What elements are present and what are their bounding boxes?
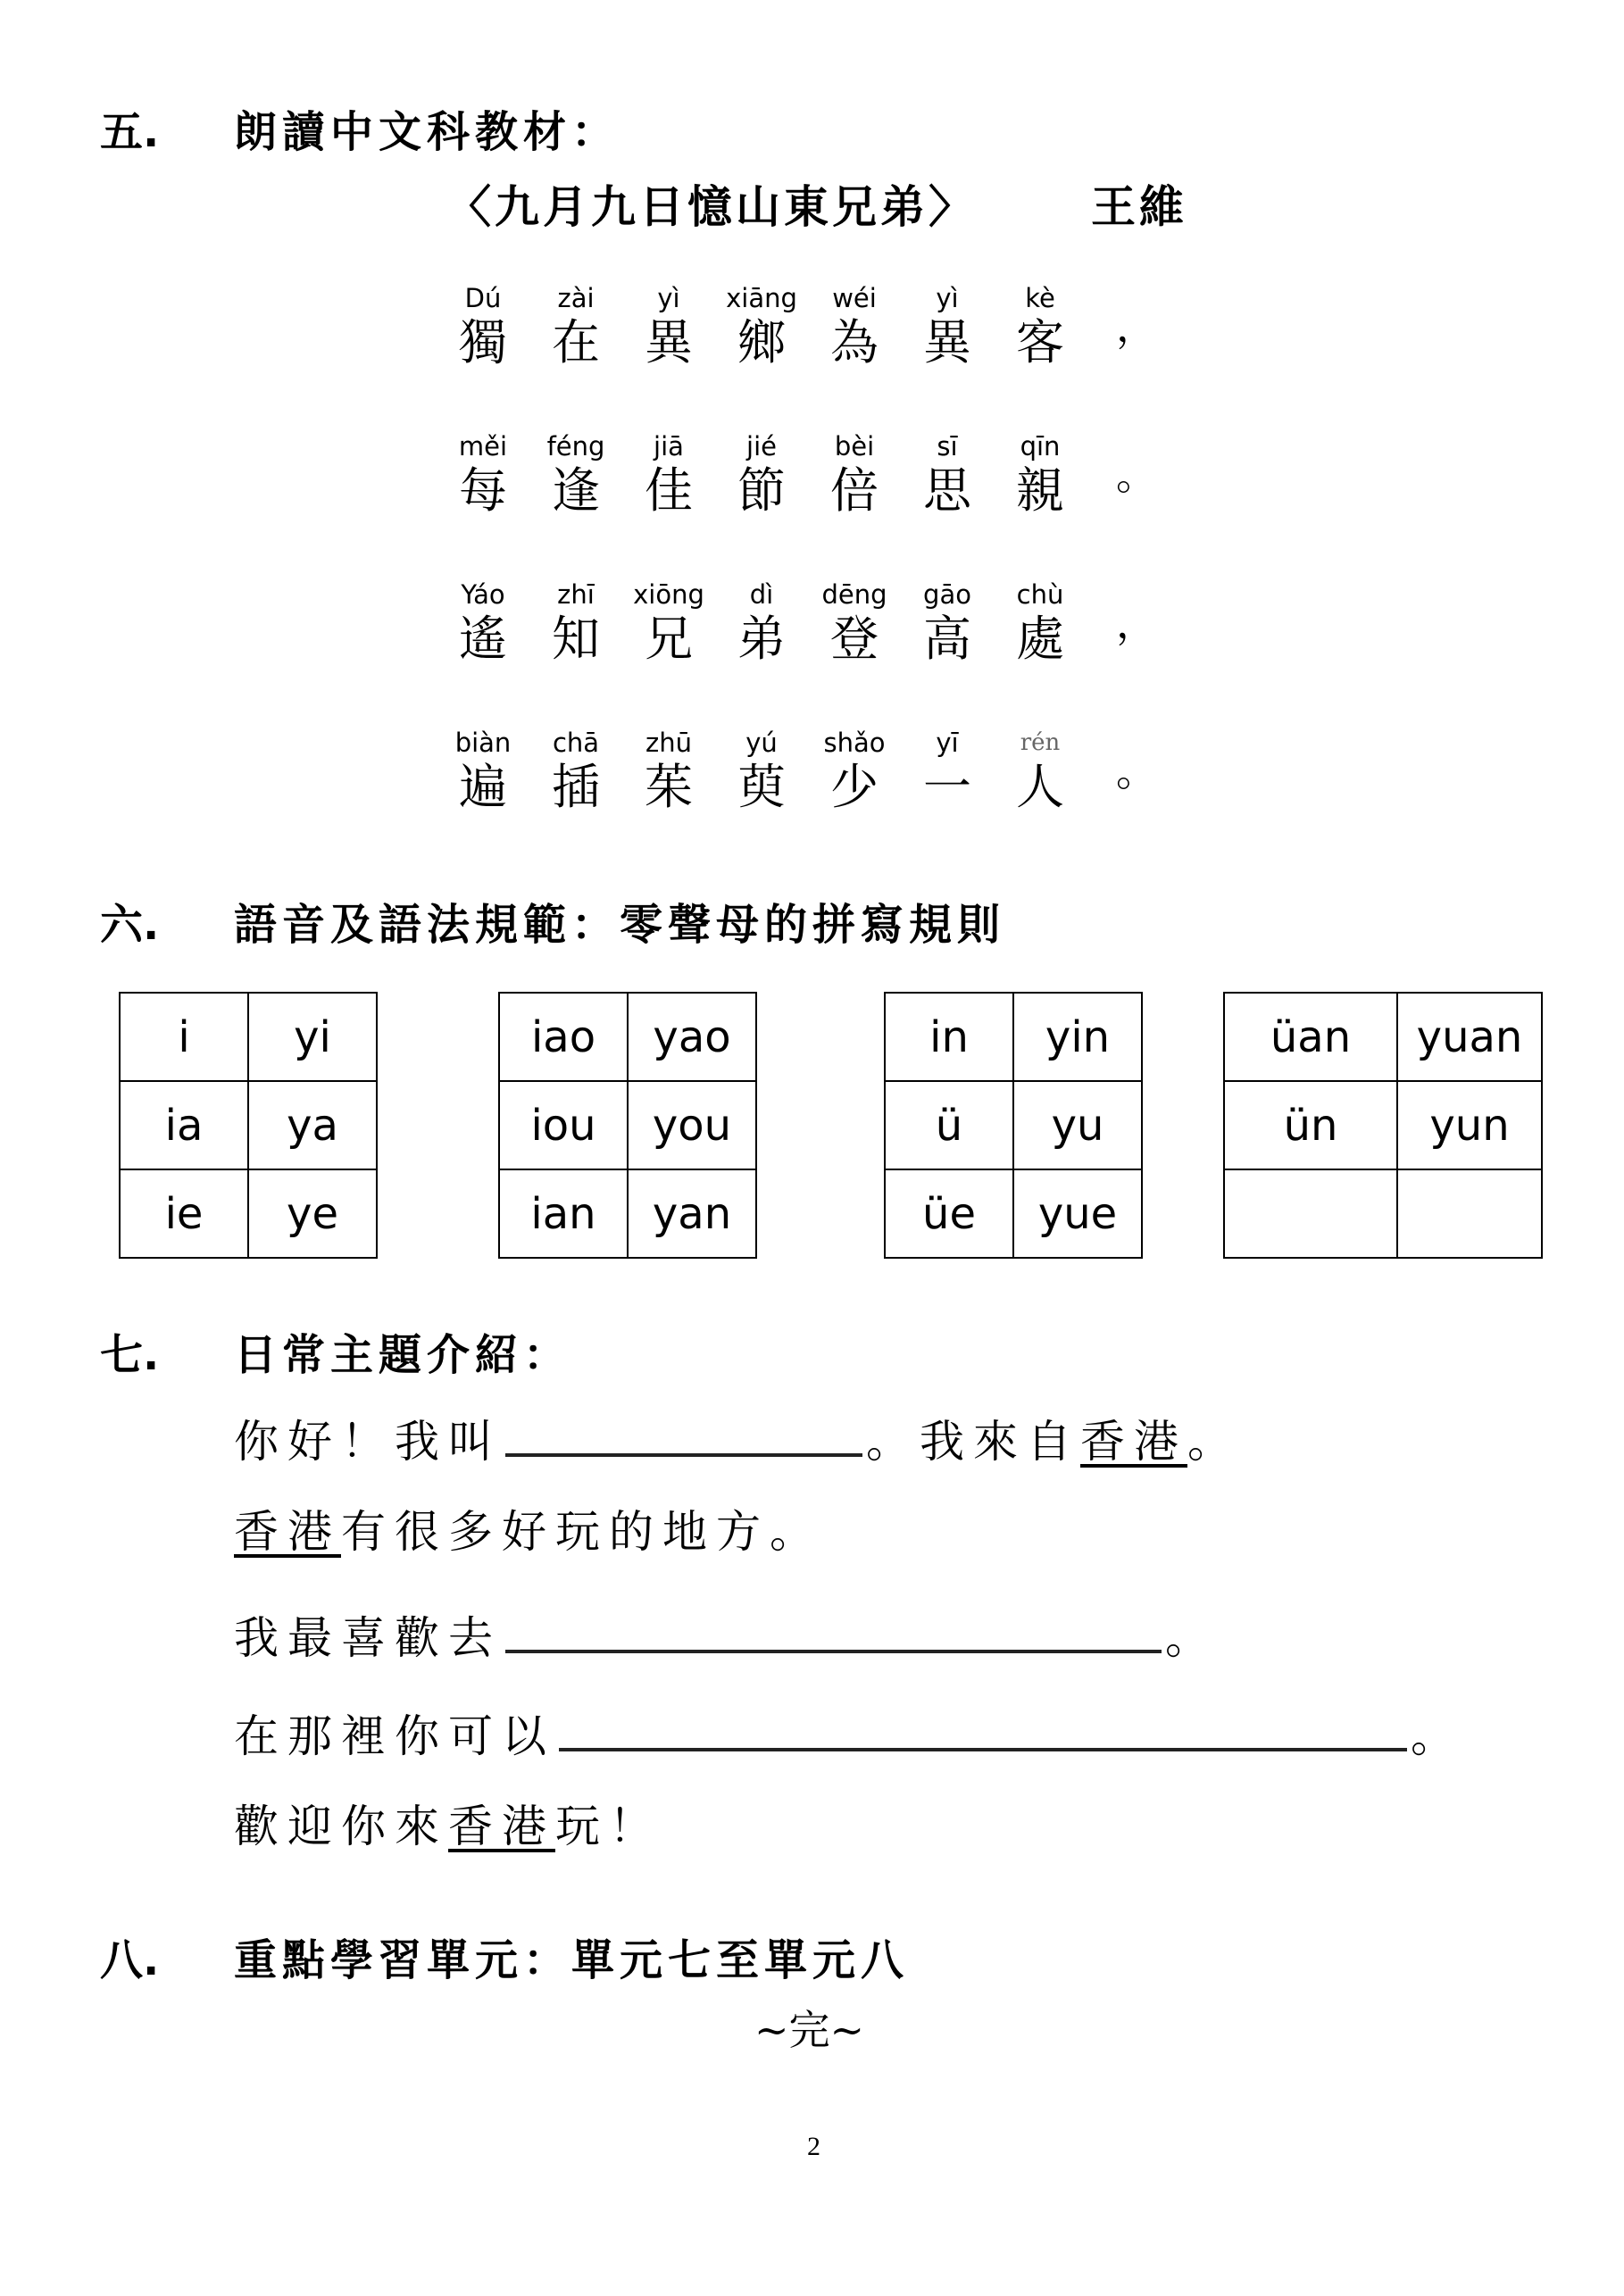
final-cell: iao [499, 993, 628, 1081]
poem-character: 高 [923, 611, 971, 667]
pinyin: xiōng [633, 579, 704, 610]
intro-line-3 [234, 1601, 1219, 1667]
table-row [499, 1169, 756, 1258]
pinyin: Dú [464, 283, 502, 313]
sentence-text: 。我來自 [866, 1416, 1080, 1468]
final-cell: üan [1224, 993, 1397, 1081]
section-title: 朗讀中文科教材： [234, 107, 620, 157]
table-row [499, 1081, 756, 1169]
section-number: 五. [100, 107, 160, 157]
poem-character: 遍 [459, 759, 507, 815]
pinyin: bèi [834, 431, 875, 462]
final-cell [1224, 1169, 1397, 1258]
poem-character: 異 [923, 314, 971, 370]
section-title: 重點學習單元：單元七至單元八 [234, 1935, 910, 1985]
spelling-cell: yuan [1397, 993, 1542, 1081]
pinyin: Yáo [461, 579, 505, 610]
pinyin: shǎo [823, 728, 886, 758]
place-underlined: 香港 [448, 1801, 555, 1852]
table-row [499, 993, 756, 1081]
page-number: 2 [807, 2132, 820, 2161]
spelling-cell: yin [1013, 993, 1142, 1081]
activity-blank[interactable] [559, 1700, 1407, 1751]
section-title: 語音及語法規範：零聲母的拼寫規則 [234, 900, 1006, 950]
pinyin: jiā [654, 431, 684, 462]
pinyin: zài [557, 283, 595, 313]
spelling-cell: yan [628, 1169, 756, 1258]
name-blank[interactable] [505, 1405, 862, 1457]
poem-character: 兄 [645, 611, 693, 667]
poem-character: 插 [552, 759, 600, 815]
poem-character: 客 [1016, 314, 1064, 370]
section-8-heading [100, 1934, 909, 1987]
zero-initial-table [498, 992, 757, 1259]
pinyin: féng [546, 431, 605, 462]
sentence-text: 。 [1187, 1416, 1241, 1468]
final-cell: in [885, 993, 1013, 1081]
poem-character: 每 [459, 462, 507, 519]
pinyin: kè [1025, 283, 1055, 313]
poem-character: 茱 [645, 759, 693, 815]
poem-character: 處 [1016, 611, 1064, 667]
pinyin: zhī [557, 579, 595, 610]
poem-character: 思 [923, 462, 971, 519]
table-row [120, 1169, 377, 1258]
sentence-text: 我最喜歡去 [234, 1612, 502, 1664]
sentence-text: 。 [1411, 1710, 1464, 1762]
poem-character: 人 [1016, 759, 1064, 815]
table-row [1224, 993, 1542, 1081]
poem-character: 弟 [737, 611, 786, 667]
poem-character: 萸 [737, 759, 786, 815]
pinyin: biàn [454, 728, 512, 758]
table-row [120, 1081, 377, 1169]
sentence-text: 。 [1165, 1612, 1219, 1664]
pinyin: dì [749, 579, 774, 610]
poem-character: 獨 [459, 314, 507, 370]
pinyin: yú [745, 728, 778, 758]
section-6-heading [100, 898, 1005, 952]
final-cell: iou [499, 1081, 628, 1169]
spelling-cell: yun [1397, 1081, 1542, 1169]
intro-line-4 [234, 1700, 1464, 1765]
poem-character: 在 [552, 314, 600, 370]
intro-line-2 [234, 1503, 823, 1560]
zero-initial-table [1223, 992, 1543, 1259]
place-underlined: 香港 [1080, 1416, 1187, 1468]
poem-punctuation: ， [1116, 599, 1157, 647]
sentence-text: 在那裡你可以 [234, 1710, 555, 1762]
pinyin: yì [657, 283, 680, 313]
spelling-cell: yi [248, 993, 377, 1081]
poem-character: 一 [923, 759, 971, 815]
poem-character: 為 [830, 314, 879, 370]
pinyin: měi [458, 431, 508, 462]
poem-character: 節 [737, 462, 786, 519]
poem-punctuation: ， [1116, 303, 1157, 351]
poem-punctuation: 。 [1116, 747, 1157, 795]
final-cell: üe [885, 1169, 1013, 1258]
poem-character: 逢 [552, 462, 600, 519]
section-title: 日常主題介紹： [234, 1330, 572, 1380]
spelling-cell: yao [628, 993, 756, 1081]
final-cell: ü [885, 1081, 1013, 1169]
section-number: 六. [100, 900, 160, 950]
pinyin: gāo [923, 579, 971, 610]
table-row [885, 1169, 1142, 1258]
table-row [120, 993, 377, 1081]
pinyin: zhū [645, 728, 692, 758]
favorite-place-blank[interactable] [505, 1601, 1162, 1653]
sentence-text: 歡迎你來 [234, 1801, 448, 1852]
final-cell: ian [499, 1169, 628, 1258]
pinyin: chā [552, 728, 600, 758]
poem-title: 〈九月九日憶山東兄弟〉 [446, 181, 977, 233]
table-row [885, 1081, 1142, 1169]
poem-character: 佳 [645, 462, 693, 519]
pinyin: yī [936, 728, 959, 758]
zero-initial-table [884, 992, 1143, 1259]
pinyin: sī [937, 431, 958, 462]
spelling-cell: yue [1013, 1169, 1142, 1258]
spelling-cell: ye [248, 1169, 377, 1258]
pinyin: qīn [1020, 431, 1061, 462]
place-underlined: 香港 [234, 1506, 341, 1558]
poem-character: 異 [645, 314, 693, 370]
zero-initial-table [119, 992, 378, 1259]
pinyin: jié [746, 431, 777, 462]
pinyin: rén [1020, 729, 1061, 756]
end-mark: ~完~ [754, 2006, 865, 2054]
sentence-text: 玩！ [555, 1801, 662, 1852]
poem-character: 鄉 [737, 314, 786, 370]
sentence-text: 你好！我叫 [234, 1416, 502, 1468]
intro-line-5 [234, 1798, 662, 1855]
pinyin: wéi [832, 283, 877, 313]
spelling-cell: you [628, 1081, 756, 1169]
poem-character: 知 [552, 611, 600, 667]
intro-line-1 [234, 1405, 1241, 1470]
final-cell: ie [120, 1169, 248, 1258]
final-cell: ün [1224, 1081, 1397, 1169]
section-number: 七. [100, 1330, 160, 1380]
spelling-cell: yu [1013, 1081, 1142, 1169]
spelling-cell: ya [248, 1081, 377, 1169]
poem-character: 倍 [830, 462, 879, 519]
table-row [1224, 1081, 1542, 1169]
pinyin: yì [936, 283, 959, 313]
final-cell: ia [120, 1081, 248, 1169]
poem-author: 王維 [1091, 181, 1187, 233]
pinyin: xiāng [726, 283, 797, 313]
table-row [1224, 1169, 1542, 1258]
pinyin: chù [1016, 579, 1064, 610]
spelling-cell [1397, 1169, 1542, 1258]
poem-character: 登 [830, 611, 879, 667]
poem-character: 親 [1016, 462, 1064, 519]
poem-character: 少 [830, 759, 879, 815]
pinyin: dēng [821, 579, 887, 610]
poem-punctuation: 。 [1116, 451, 1157, 499]
section-number: 八. [100, 1935, 160, 1985]
final-cell: i [120, 993, 248, 1081]
sentence-text: 有很多好玩的地方。 [341, 1506, 823, 1558]
poem-character: 遙 [459, 611, 507, 667]
section-7-heading [100, 1328, 571, 1382]
table-row [885, 993, 1142, 1081]
section-5-heading [100, 105, 620, 159]
